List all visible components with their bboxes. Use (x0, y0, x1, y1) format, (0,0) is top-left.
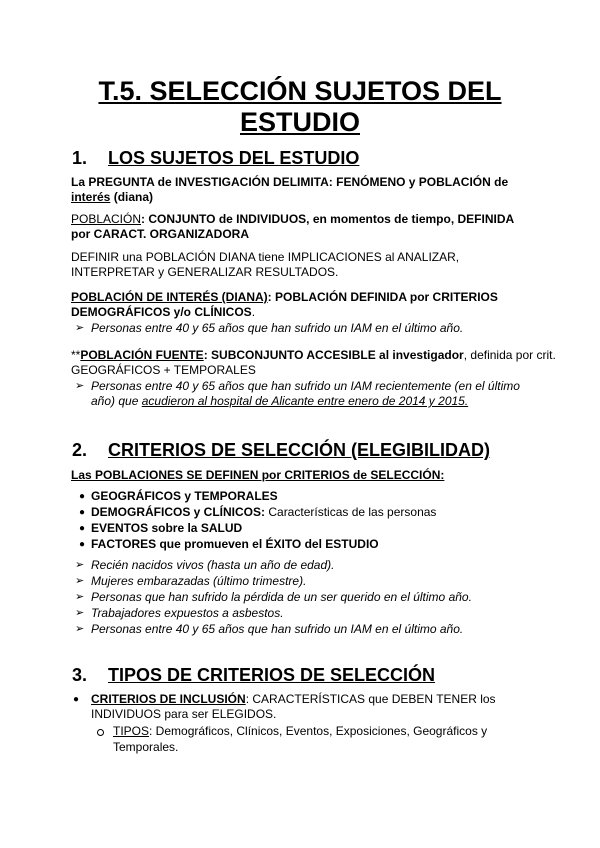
document-title-line-2: ESTUDIO (239, 107, 360, 137)
example-item-2: Mujeres embarazadas (último trimestre). (91, 574, 307, 588)
criterio-1-bold: GEOGRÁFICOS y TEMPORALES (91, 489, 278, 503)
fuente-example-line-2 (91, 394, 468, 409)
criterio-2-bold: DEMOGRÁFICOS y CLÍNICOS: (91, 505, 266, 519)
inclusion-definition-line-1 (91, 692, 496, 707)
criterio-bullet-4 (91, 537, 379, 552)
interes-definition: : POBLACIÓN DEFINIDA por CRITERIOS (267, 290, 498, 304)
arrow-bullet-icon: ➢ (75, 559, 85, 571)
inclusion-definition-line-2: INDIVIDUOS para ser ELEGIDOS. (91, 707, 277, 721)
diana-text: (diana) (110, 190, 154, 204)
tipos-definition: : Demográficos, Clínicos, Eventos, Exposiciones, Geográficos y (149, 724, 488, 738)
definir-line-1: DEFINIR una POBLACIÓN DIANA tiene IMPLICACIONES al ANALIZAR, (71, 250, 460, 264)
arrow-bullet-icon: ➢ (75, 607, 85, 619)
criterio-bullet-1 (91, 489, 278, 504)
poblacion-definition-line-2: por CARACT. ORGANIZADORA (71, 227, 249, 241)
document-title-line-1: T.5. SELECCIÓN SUJETOS DEL (98, 76, 502, 106)
bullet-icon: ● (79, 523, 86, 534)
interes-period: . (251, 305, 256, 319)
tipos-line-2: Temporales. (113, 740, 179, 754)
interes-definition-line-1 (71, 290, 498, 305)
example-item-4: Trabajadores expuestos a asbestos. (91, 606, 284, 620)
criterio-bullet-3 (91, 521, 242, 536)
section-2-number: 2. (72, 440, 88, 460)
criterio-2-rest: Características de las personas (265, 505, 437, 519)
fuente-example-part-b: acudieron al hospital de Alicante entre enero de 2014 y 2015. (141, 394, 469, 408)
criterio-4-bold: FACTORES que promueven el ÉXITO del ESTUDIO (91, 537, 379, 551)
poblacion-definition: : CONJUNTO de INDIVIDUOS, en momentos de tiempo, DEFINIDA (141, 212, 515, 226)
bullet-icon: ● (79, 491, 86, 502)
tipos-line-1 (113, 724, 487, 739)
arrow-bullet-icon: ➢ (75, 380, 85, 392)
interes-label: POBLACIÓN DE INTERÉS (DIANA) (71, 290, 268, 304)
fuente-example-line-1: Personas entre 40 y 65 años que han sufrido un IAM recientemente (en el último (91, 379, 520, 393)
fuente-label: POBLACIÓN FUENTE (80, 348, 204, 362)
inclusion-definition: : CARACTERÍSTICAS que DEBEN TENER los (245, 692, 496, 706)
section-3-title: TIPOS DE CRITERIOS DE SELECCIÓN (108, 665, 436, 685)
tipos-label: TIPOS (113, 724, 150, 738)
poblacion-definition-line-1 (71, 212, 514, 227)
section-2-title: CRITERIOS DE SELECCIÓN (ELEGIBILIDAD) (108, 440, 491, 460)
section-1-number: 1. (72, 148, 88, 168)
criterios-intro: Las POBLACIONES SE DEFINEN por CRITERIOS de SELECCIÓN: (71, 468, 445, 482)
section-1-heading (72, 147, 359, 169)
fuente-definition-rest: , definida por crit. (463, 348, 556, 362)
fuente-prefix: ** (71, 348, 81, 362)
fuente-definition-line-1 (71, 348, 556, 363)
criterio-bullet-2 (91, 505, 436, 520)
circle-bullet-icon (97, 729, 104, 736)
criterio-3-bold: EVENTOS sobre la SALUD (91, 521, 243, 535)
bullet-icon: ● (79, 539, 86, 550)
example-item-1: Recién nacidos vivos (hasta un año de edad). (91, 558, 335, 572)
arrow-bullet-icon: ➢ (75, 591, 85, 603)
fuente-example-part-a: año) que (91, 394, 142, 408)
poblacion-label: POBLACIÓN (71, 212, 142, 226)
bullet-icon: ● (79, 507, 86, 518)
interes-word: interés (71, 190, 111, 204)
definir-line-2: INTERPRETAR y GENERALIZAR RESULTADOS. (71, 265, 339, 279)
section-2-heading (72, 439, 490, 461)
interes-definition-line-2 (71, 305, 255, 320)
inclusion-label: CRITERIOS DE INCLUSIÓN (91, 692, 246, 706)
example-item-3: Personas que han sufrido la pérdida de un ser querido en el último año. (91, 590, 472, 604)
fuente-definition-line-2: GEOGRÁFICOS + TEMPORALES (71, 363, 256, 377)
arrow-bullet-icon: ➢ (75, 322, 85, 334)
pregunta-line-1: La PREGUNTA de INVESTIGACIÓN DELIMITA: FENÓMENO y POBLACIÓN de (71, 175, 509, 189)
section-1-title: LOS SUJETOS DEL ESTUDIO (108, 148, 360, 168)
section-3-number: 3. (72, 665, 88, 685)
arrow-bullet-icon: ➢ (75, 623, 85, 635)
section-3-heading (72, 664, 435, 686)
interes-criterios: DEMOGRÁFICOS y/o CLÍNICOS (71, 305, 252, 319)
bullet-icon: ● (73, 694, 80, 705)
pregunta-line-2 (71, 190, 153, 205)
arrow-bullet-icon: ➢ (75, 575, 85, 587)
fuente-definition-bold: : SUBCONJUNTO ACCESIBLE al investigador (203, 348, 464, 362)
interes-example: Personas entre 40 y 65 años que han sufrido un IAM en el último año. (91, 321, 464, 335)
example-item-5: Personas entre 40 y 65 años que han sufrido un IAM en el último año. (91, 622, 464, 636)
